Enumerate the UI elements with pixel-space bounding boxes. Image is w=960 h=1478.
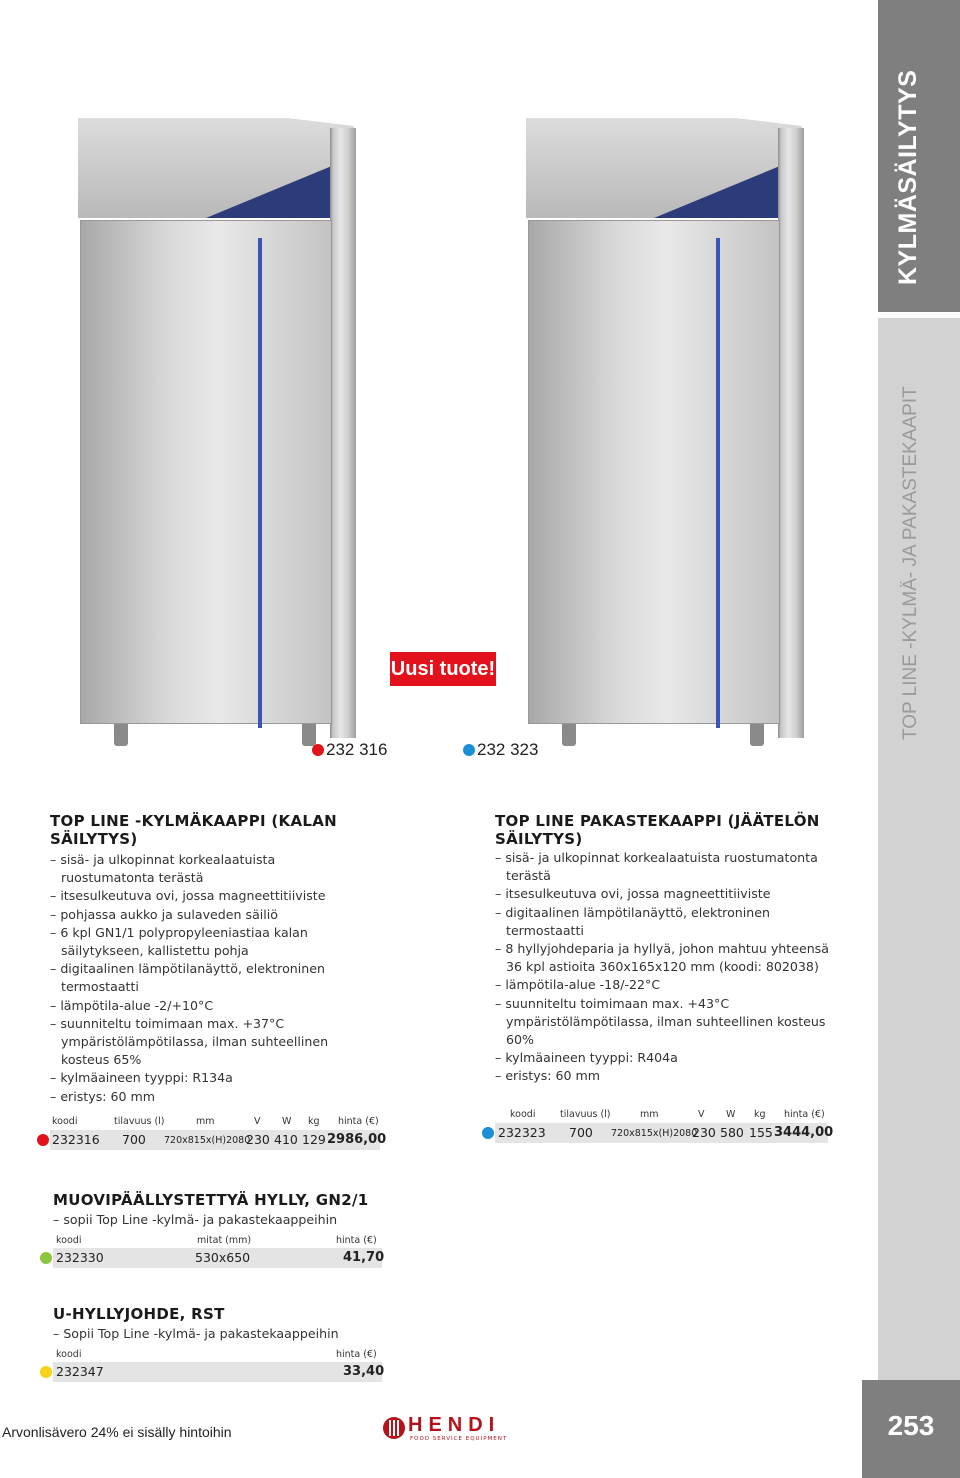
table-row: 232316 700 720x815x(H)2080 230 410 129 2986,00	[50, 1130, 380, 1150]
table-row: 232323 700 720x815x(H)2080 230 580 155 3444,00	[495, 1123, 828, 1143]
table-row: 232347 33,40	[53, 1362, 382, 1382]
new-product-badge: Uusi tuote!	[390, 652, 496, 686]
blue-dot-icon	[463, 744, 475, 756]
product-title: U-HYLLYJOHDE, RST	[53, 1305, 225, 1323]
green-dot-icon	[40, 1252, 52, 1264]
fridge-image-232316	[78, 118, 358, 748]
feature-list: – sisä- ja ulkopinnat korkealaatuista ruostumatonta terästä – itsesulkeutuva ovi, jossa magneettitiiviste – pohjassa aukko ja sulaveden säiliö – 6 kpl GN1/1 polypropyleeniastiaa kalan säilytykseen, kallistettu pohja – digitaalinen lämpötilanäyttö, elektroninen termostaatti – lämpötila-alue -2/+10°C – suunniteltu toimimaan max. +37°C ympäristölämpötilassa, ilman suhteellinen kosteus 65% – kylmäaineen tyyppi: R134a – eristys: 60 mm	[50, 851, 350, 1106]
page-number: 253	[887, 1410, 935, 1441]
blue-dot-icon	[482, 1127, 494, 1139]
section-subtitle: TOP LINE -KYLMÄ- JA PAKASTEKAAPIT	[900, 386, 921, 740]
product-title: TOP LINE PAKASTEKAAPPI (JÄÄTELÖN SÄILYTYS)	[495, 812, 820, 848]
yellow-dot-icon	[40, 1366, 52, 1378]
red-dot-icon	[37, 1134, 49, 1146]
feature-list: – Sopii Top Line -kylmä- ja pakastekaappeihin	[53, 1325, 413, 1343]
red-dot-icon	[312, 744, 324, 756]
brand-tagline: FOOD SERVICE EQUIPMENT	[410, 1436, 508, 1442]
product-title: TOP LINE -KYLMÄKAAPPI (KALAN SÄILYTYS)	[50, 812, 338, 848]
product-title: MUOVIPÄÄLLYSTETTYÄ HYLLY, GN2/1	[53, 1191, 369, 1209]
section-title: KYLMÄSÄILYTYS	[894, 70, 922, 286]
hendi-logo-icon	[382, 1414, 406, 1442]
feature-list: – sopii Top Line -kylmä- ja pakastekaappeihin	[53, 1211, 413, 1229]
product-code-label: 232 323	[477, 740, 539, 759]
feature-list: – sisä- ja ulkopinnat korkealaatuista ruostumatonta terästä – itsesulkeutuva ovi, jossa magneettitiiviste – digitaalinen lämpötilanäyttö, elektroninen termostaatti – 8 hyllyjohdeparia ja hyllyä, johon mahtuu yhteensä 36 kpl astioita 360x165x120 mm (koodi: 802038) – lämpötila-alue -18/-22°C – suunniteltu toimimaan max. +43°C ympäristölämpötilassa, ilman suhteellinen kosteus 60% – kylmäaineen tyyppi: R404a – eristys: 60 mm	[495, 849, 835, 1086]
brand-logo: HENDI	[408, 1414, 501, 1436]
vat-note: Arvonlisävero 24% ei sisälly hintoihin	[2, 1424, 232, 1440]
product-code-label: 232 316	[326, 740, 388, 759]
table-row: 232330 530x650 41,70	[53, 1248, 382, 1268]
fridge-image-232323	[526, 118, 806, 748]
